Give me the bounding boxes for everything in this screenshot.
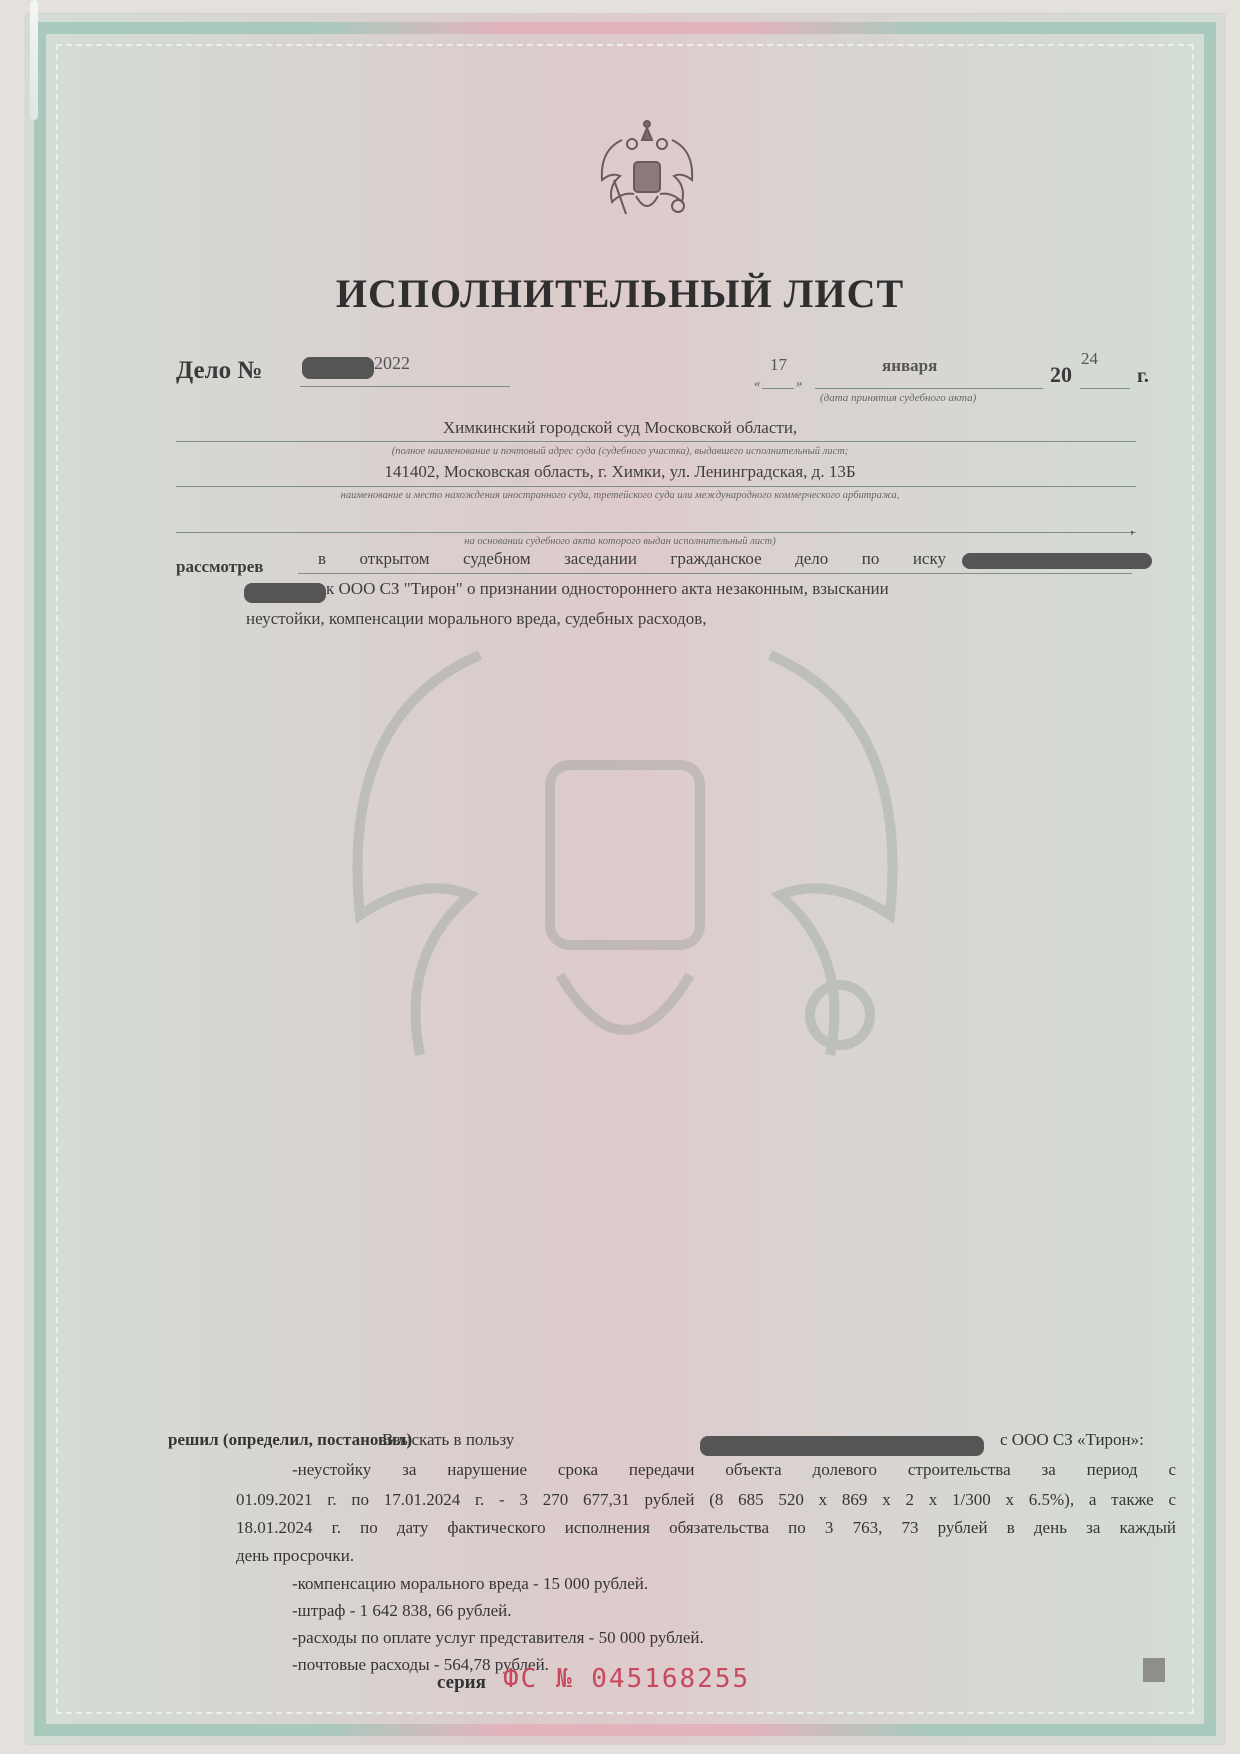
- court-address-underline: [176, 486, 1136, 487]
- date-day: 17: [770, 355, 787, 374]
- date-day-underline: [762, 388, 794, 389]
- series-number: ФС № 045168255: [503, 1664, 751, 1694]
- court-act-caption: на основании судебного акта которого выдан исполнительный лист): [464, 536, 776, 547]
- date-year-underline: [1080, 388, 1130, 389]
- foreign-court-caption: наименование и место нахождения иностранного суда, третейского суда или международного коммерческого арбитража,: [340, 490, 900, 501]
- date-caption: (дата принятия судебного акта): [820, 392, 977, 404]
- moral-damage-item: -компенсацию морального вреда - 15 000 рублей.: [292, 1574, 649, 1593]
- trailing-comma: ,: [1130, 518, 1135, 537]
- court-name-underline: [176, 441, 1136, 442]
- redacted-plaintiff-name-1: [962, 553, 1152, 569]
- considered-label: рассмотрев: [176, 557, 264, 576]
- court-address: 141402, Московская область, г. Химки, ул. Ленинградская, д. 13Б: [384, 462, 856, 481]
- corner-marker: [1143, 1658, 1165, 1682]
- fine-item: -штраф - 1 642 838, 66 рублей.: [292, 1601, 512, 1620]
- pink-border-band-top: [326, 22, 924, 34]
- pink-border-band-bottom: [326, 1724, 924, 1736]
- series-label: серия: [437, 1672, 486, 1693]
- redacted-case-number: [302, 357, 374, 379]
- penalty-line-4: день просрочки.: [236, 1546, 355, 1565]
- case-number-label: Дело №: [176, 357, 263, 384]
- foreign-court-underline: [176, 532, 1136, 533]
- considered-line-2: к ООО СЗ "Тирон" о признании одностороннего акта незаконным, взыскании: [326, 579, 889, 598]
- date-year-unit: г.: [1137, 365, 1149, 387]
- resolution-debtor: с ООО СЗ «Тирон»:: [1000, 1430, 1144, 1449]
- document-title: ИСПОЛНИТЕЛЬНЫЙ ЛИСТ: [335, 271, 905, 316]
- redacted-beneficiary-name: [700, 1436, 984, 1456]
- penalty-line-3: 18.01.2024 г. по дату фактического исполнения обязательства по 3 763, 73 рублей в день за каждый: [236, 1518, 1176, 1537]
- coat-of-arms-icon: [592, 110, 702, 230]
- date-month: января: [882, 356, 938, 375]
- penalty-line-2: 01.09.2021 г. по 17.01.2024 г. - 3 270 677,31 рублей (8 685 520 х 869 х 2 х 1/300 х 6.5%), а также с: [236, 1490, 1176, 1509]
- postal-costs-item: -почтовые расходы - 564,78 рублей.: [292, 1655, 549, 1674]
- considered-underline: [298, 573, 1132, 574]
- resolution-label: решил (определил, постановил): [168, 1430, 413, 1449]
- penalty-line-1: -неустойку за нарушение срока передачи объекта долевого строительства за период с: [292, 1460, 1176, 1479]
- date-year-suffix: 24: [1081, 349, 1098, 368]
- case-number-underline: [300, 386, 510, 387]
- redacted-plaintiff-name-2: [244, 583, 326, 603]
- considered-line-1: в открытом судебном заседании гражданское дело по иску: [318, 549, 946, 568]
- date-month-underline: [815, 388, 1043, 389]
- court-name: Химкинский городской суд Московской области,: [442, 418, 798, 437]
- binding-thread: [30, 0, 38, 120]
- resolution-intro: Взыскать в пользу: [382, 1430, 515, 1449]
- court-name-caption: (полное наименование и почтовый адрес суда (судебного участка), выдавшего исполнительный лист;: [391, 446, 849, 457]
- watermark-emblem-icon: [330, 615, 920, 1095]
- date-open-quote: «: [754, 375, 761, 390]
- date-close-quote: »: [796, 375, 803, 390]
- case-number-year: 2022: [374, 353, 410, 373]
- considered-line-3: неустойки, компенсации морального вреда, судебных расходов,: [246, 609, 707, 628]
- representative-costs-item: -расходы по оплате услуг представителя - 50 000 рублей.: [292, 1628, 704, 1647]
- date-year-prefix: 20: [1050, 362, 1072, 387]
